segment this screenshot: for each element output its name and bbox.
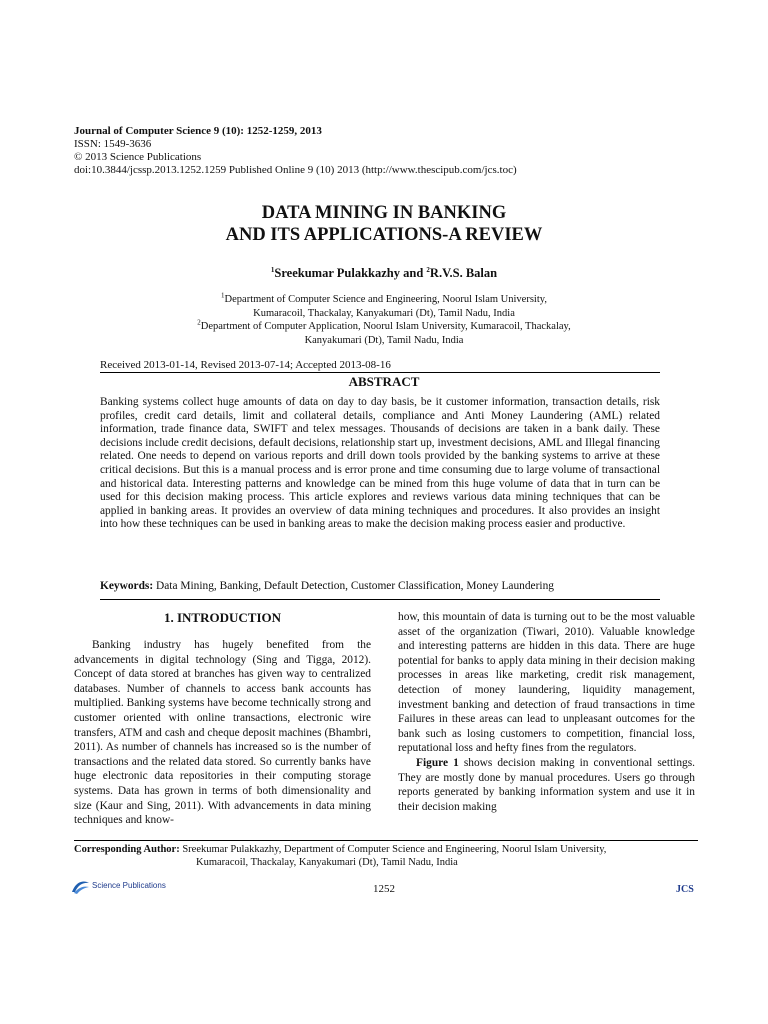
paper-title-line1: DATA MINING IN BANKING <box>261 203 507 223</box>
received-dates: Received 2013-01-14, Revised 2013-07-14; Accepted 2013-08-16 <box>100 359 391 371</box>
doi: doi:10.3844/jcssp.2013.1252.1259 Published Online 9 (10) 2013 (http://www.thescipub.com/jcs.toc) <box>74 164 517 176</box>
science-publications-logo: Science Publications <box>70 879 200 895</box>
keywords: Keywords: Data Mining, Banking, Default Detection, Customer Classification, Money Laundering <box>100 580 554 592</box>
divider <box>100 372 660 373</box>
copyright: © 2013 Science Publications <box>74 151 202 163</box>
authors: $^1$Sreekumar Pulakkazhy and $^2$R.V.S. Balan <box>270 265 498 280</box>
intro-right-column <box>398 610 695 814</box>
affiliation-1: $^1$Department of Computer Science and Engineering, Noorul Islam University, Kumaracoil, Thackalay, Kanyakumari (Dt), Tamil Nadu, India <box>221 291 547 319</box>
section-heading: 1. INTRODUCTION <box>163 610 281 625</box>
abstract-heading: ABSTRACT <box>348 374 420 389</box>
affiliation-2: $^2$Department of Computer Application, Noorul Islam University, Kumaracoil, Thackalay, Kanyakumari (Dt), Tamil Nadu, India <box>197 318 571 346</box>
issn: ISSN: 1549-3636 <box>74 138 152 150</box>
abstract-text: Banking systems collect huge amounts of data on day to day basis, be it customer information, transaction details, risk profiles, credit card details, limit and collateral details, compliance and Anti Money Laundering (AML) related information, trade finance data, SWIFT and telex messages. Thousands of decisions are taken in a bank daily. These decisions include credit decisions, default decisions, relationship start up, investment decisions, AML and Illegal financing related. One needs to depend on various reports and drill down tools provided by the banking systems to arrive at these critical decisions. But this is a manual process and is error prone and time consuming due to large volume of transactional and historical data. Interesting patterns and knowledge can be mined from this huge volume of data that in turn can be used for this decision making process. This article explores and reviews various data mining techniques that can be applied in banking areas. It provides an overview of data mining techniques and procedures. It also provides an insight into how these techniques can be used in banking areas to make the decision making process easier and productive. <box>100 396 660 531</box>
divider <box>100 599 660 600</box>
page-number: 1252 <box>373 883 395 895</box>
paragraph: Figure 1 shows decision making in conventional settings. They are mostly done by manual procedures. Users go through reports generated by banking information system and use it in their decision making <box>398 756 695 813</box>
corresponding-author: Corresponding Author: Sreekumar Pulakkazhy, Department of Computer Science and Engineering, Noorul Islam University, Kumaracoil, Thackalay, Kanyakumari (Dt), Tamil Nadu, India <box>74 844 607 868</box>
footer-divider <box>74 840 698 841</box>
paper-title-line2: AND ITS APPLICATIONS-A REVIEW <box>225 225 543 245</box>
paragraph: how, this mountain of data is turning out to be the most valuable asset of the organization (Tiwari, 2010). Valuable knowledge and interesting patterns are hidden in this data. There are huge potential for banks to apply data mining in their decision making processes in areas like marketing, credit risk management, detection of money laundering, liquidity management, investment banking and detection of fraud transactions in time Failures in these areas can lead to unpleasant outcomes for the bank such as losing customers to competition, financial loss, reputational loss and hefty fines from the regulators. <box>398 611 695 755</box>
journal-abbreviation: JCS <box>676 884 694 895</box>
journal-citation: Journal of Computer Science 9 (10): 1252-1259, 2013 <box>74 125 322 137</box>
intro-left-column: Banking industry has hugely benefited from the advancements in digital technology (Sing and Tigga, 2012). Concept of data stored at branches has given way to centralized databases. Number of channels to access bank accounts has multiplied. Banking systems have become technically strong and customer oriented with online transactions, electronic wire transfers, ATM and cash and cheque deposit machines (Bhambri, 2011). As number of channels has increased so is the number of transactions and the related data stored. So currently banks have huge electronic data repositories in their computing storage systems. Data has grown in terms of both dimensionality and size (Kaur and Sing, 2011). With advancements in data mining techniques and know- <box>74 639 371 827</box>
